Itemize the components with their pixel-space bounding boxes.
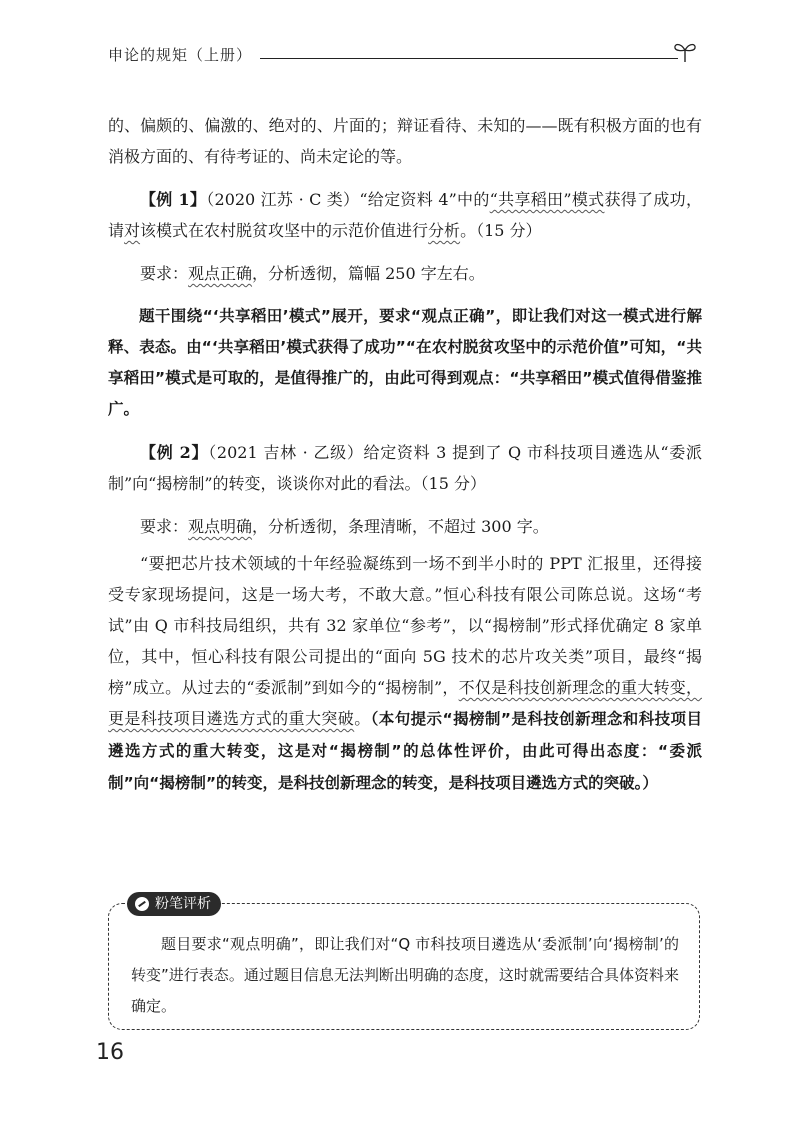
example-1-text-a: （2020 江苏 · C 类）“给定资料 4”中的	[206, 190, 490, 209]
requirement-1	[108, 258, 702, 289]
example-1-text-c: 该模式在农村脱贫攻坚中的示范价值进行	[140, 221, 429, 240]
example-1-highlight-dui: 对	[124, 221, 141, 240]
example-1-highlight-model: “共享稻田”模式	[489, 190, 605, 209]
analysis-box	[108, 896, 700, 1030]
example-1-text-b: 获得了成功，请	[108, 190, 702, 240]
analysis-1: 题干围绕“‘共享稻田’模式”展开，要求“观点正确”，即让我们对这一模式进行解释、表态。由“‘共享稻田’模式获得了成功”“在农村脱贫攻坚中的示范价值”可知，“共享稻田”模式是可取的，是值得推广的，由此可得到观点：“共享稻田”模式值得借鉴推广。	[108, 307, 702, 418]
requirement-2-rest: ，分析透彻，条理清晰，不超过 300 字。	[252, 517, 549, 536]
example-1-marker: 【例 1】	[140, 190, 207, 209]
example-1	[108, 184, 702, 246]
page-header	[108, 42, 698, 72]
requirement-2-highlight: 观点明确	[188, 517, 253, 536]
example-2-text: （2021 吉林 · 乙级）给定资料 3 提到了 Q 市科技项目遴选从“委派制”向“揭榜制”的转变，谈谈你对此的看法。（15 分）	[108, 443, 702, 493]
analysis-box-label	[127, 892, 221, 916]
example-1-text-d: 。（15 分）	[460, 221, 542, 240]
example-2	[108, 437, 702, 499]
example-2-marker: 【例 2】	[140, 443, 209, 462]
paragraph-continued: 的、偏颇的、偏激的、绝对的、片面的；辩证看待、未知的——既有积极方面的也有消极方面的、有待考证的、尚未定论的等。	[108, 116, 702, 166]
material-text: “要把芯片技术领域的十年经验凝练到一场不到半小时的 PPT 汇报里，还得接受专家现场提问，这是一场大考，不敢大意。”恒心科技有限公司陈总说。这场“考试”由 Q 市科技局组织，共有 32 家单位“参考”，以“揭榜制”形式择优确定 8 家单位，其中，恒心科技有限公司提出的“面向 5G 技术的芯片攻关类”项目，最终“揭榜”成立。从过去的“委派制”到如今的“揭榜制”，	[108, 554, 702, 697]
material-highlight: 不仅是科技创新理念的重大转变，更是科技项目遴选方式的重大突破	[108, 678, 702, 728]
example-1-highlight-analysis: 分析	[428, 221, 461, 240]
pen-icon	[135, 897, 149, 911]
requirement-2-label: 要求：	[140, 517, 189, 536]
material-period: 。	[354, 709, 371, 728]
header-title: 申论的规矩（上册）	[108, 46, 253, 64]
analysis-box-title: 粉笔评析	[155, 896, 211, 912]
material-note: （本句提示“揭榜制”是科技创新理念和科技项目遴选方式的重大转变，这是对“揭榜制”的总体性评价，由此可得出态度：“委派制”向“揭榜制”的转变，是科技创新理念的转变，是科技项目遴选方式的突破。）	[108, 710, 702, 792]
requirement-1-highlight: 观点正确	[188, 264, 253, 283]
requirement-1-rest: ，分析透彻，篇幅 250 字左右。	[252, 264, 485, 283]
sprout-icon	[672, 38, 698, 64]
analysis-box-paragraph: 题目要求“观点明确”，即让我们对“Q 市科技项目遴选从‘委派制’向‘揭榜制’的转变”进行表态。通过题目信息无法判断出明确的态度，这时就需要结合具体资料来确定。	[131, 935, 679, 1015]
analysis-box-text	[131, 929, 679, 1022]
page-number: 16	[96, 1040, 124, 1065]
header-rule	[260, 58, 678, 59]
main-text	[108, 110, 702, 799]
material-paragraph	[108, 548, 702, 799]
requirement-2	[108, 511, 702, 542]
requirement-1-label: 要求：	[140, 264, 189, 283]
